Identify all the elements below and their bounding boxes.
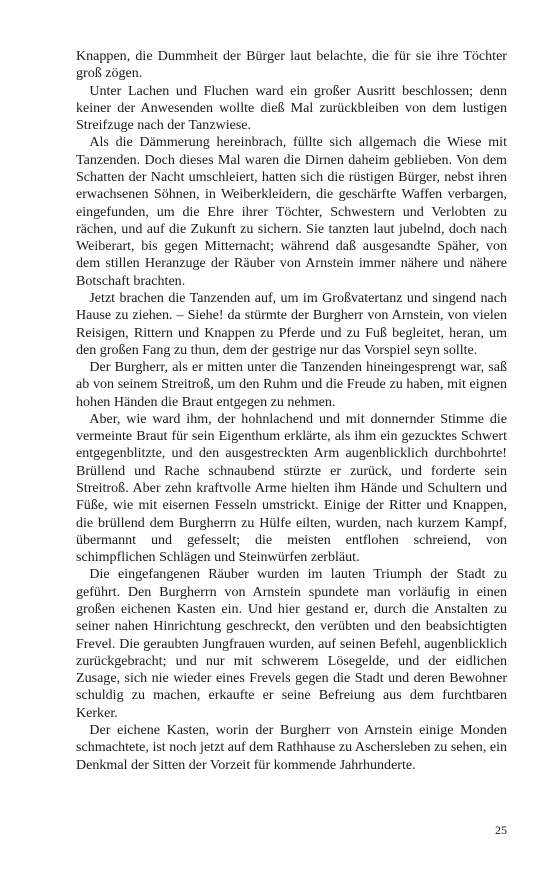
- page-number: 25: [495, 823, 507, 837]
- paragraph: Aber, wie ward ihm, der hohnlachend und mit donnernder Stimme die vermeinte Braut für sein Eigenthum erklärte, als ihm ein gezucktes Schwert entgegenblitzte, und den ausgestreckten Arm augenblicklich durchbohrte! Brüllend und Rache schnaubend stürzte er zurück, und forderte sein Streitroß. Aber zehn kraftvolle Arme hielten ihm Hände und Schultern und Füße, wie mit eisernen Fesseln umstrickt. Einige der Ritter und Knappen, die brüllend dem Burgherrn zu Hülfe eilten, wurden, nach kurzem Kampf, übermannt und gefesselt; die meisten entflohen schreiend, von schimpflichen Schlägen und Steinwürfen zerbläut.: [76, 410, 507, 566]
- paragraph: Der eichene Kasten, worin der Burgherr von Arnstein einige Monden schmachtete, ist noch jetzt auf dem Rathhause zu Aschersleben zu sehen, ein Denkmal der Sitten der Vorzeit für kommende Jahrhunderte.: [76, 721, 508, 773]
- body-text: [76, 48, 507, 774]
- paragraph: Der Burgherr, als er mitten unter die Tanzenden hineingesprengt war, saß ab von seinem Streitroß, um den Ruhm und die Freude zu haben, mit eignen hohen Händen die Braut entgegen zu nehmen.: [76, 359, 507, 410]
- paragraph: Jetzt brachen die Tanzenden auf, um im Großvatertanz und singend nach Hause zu ziehen. – Siehe! da stürmte der Burgherr von Arnstein, von vielen Reisigen, Rittern und Knappen zu Pferde und zu Fuß begleitet, heran, um den großen Fang zu thun, dem der gestrige nur das Vorspiel seyn sollte.: [76, 289, 507, 358]
- paragraph: Als die Dämmerung hereinbrach, füllte sich allgemach die Wiese mit Tanzenden. Doch dieses Mal waren die Dirnen daheim geblieben. Von dem Schatten der Nacht umschleiert, hatten sich die rüstigen Bürger, nebst ihren erwachsenen Söhnen, in Weiberkleidern, die geschärfte Waffen verbargen, eingefunden, um die Ehre ihrer Töchter, Schwestern und Verlobten zu rächen, und auf die Zukunft zu sichern. Sie tanzten laut jubelnd, doch nach Weiberart, bis gegen Mitternacht; während daß ausgesandte Späher, von dem stillen Heranzuge der Räuber von Arnstein immer nähere und nähere Botschaft brachten.: [76, 134, 507, 289]
- paragraph: Die eingefangenen Räuber wurden im lauten Triumph der Stadt zu geführt. Den Burgherrn von Arnstein spundete man vorläufig in einen großen eichenen Kasten ein. Und hier gestand er, durch die Anstalten zu seiner nahen Hinrichtung geschreckt, den verübten und den beabsichtigten Frevel. Die geraubten Jungfrauen wurden, auf seinen Befehl, augenblicklich zurückgebracht; und nur mit schwerem Lösegelde, und der eidlichen Zusage, sich nie wieder eines Frevels gegen die Stadt und deren Bewohner schuldig zu machen, erkaufte er seine Befreiung aus dem furchtbaren Kerker.: [76, 566, 507, 721]
- paragraph: Unter Lachen und Fluchen ward ein großer Ausritt beschlossen; denn keiner der Anwesenden wollte dieß Mal zurückbleiben von dem lustigen Streifzuge nach der Tanzwiese.: [76, 82, 507, 134]
- paragraph: Knappen, die Dummheit der Bürger laut belachte, die für sie ihre Töchter groß zögen.: [76, 48, 507, 82]
